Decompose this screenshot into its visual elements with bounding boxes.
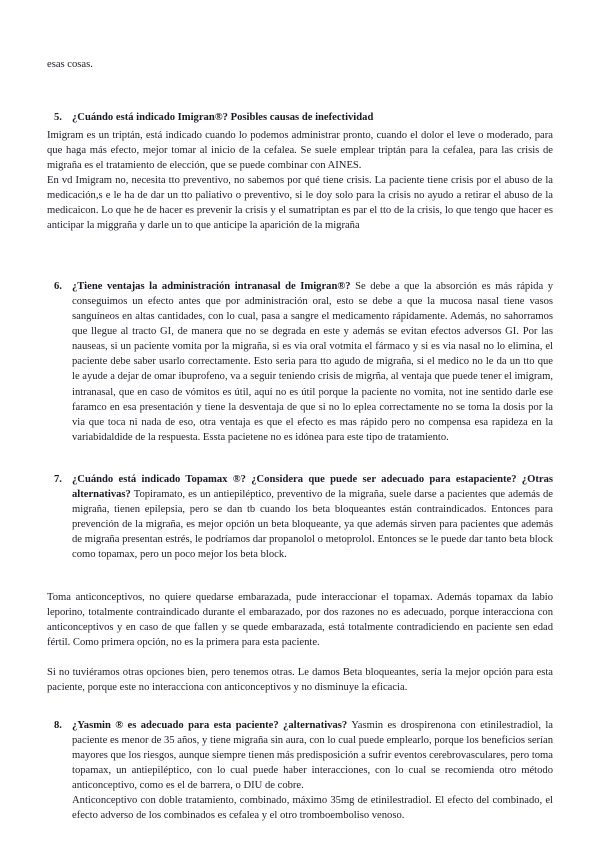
question-5-number: 5. [54,112,62,124]
question-7-section [47,472,553,695]
question-7-number: 7. [54,473,62,485]
question-8-section [47,718,553,823]
question-6-answer: Se debe a que la absorción es más rápida y conseguimos un efecto antes que por administración oral, esto se debe a que la mucosa nasal tiene vasos sanguíneos en altas cantidades, con lo cual, pasa a sangre el medicamento rápidamente. Además, no sahorramos que llegue al tracto GI, de manera que no se degrada en este y además se evitan efectos adversos GI. Por las nauseas, si un paciente vomita por la migraña, si es via oral votmita el fármaco y si es via nasal no lo elimina, el paciente debe saber usarlo correctamente. Esto seria para tto agudo de migraña, si el medico no le da un tto que le ayude a dejar de omar ibuprofeno, va a seguir teniendo crisis de migrña, al ventaja que puede tener el imigram, intranasal, que en caso de vómitos es útil, aquí no es útil porque la paciente no vomita, not ine sentido darle ese faramco en esa presentación y tiene la desventaja de que si no lo eplea correctamente no se toma la dosis por la via que toca ni nada de eso, otra ventaja es que el efecto es mas rápido pero no compensa esa rapideza en la variabidaldide de la respuesta. Essta pacietene no es idónea para este tipo de tratamiento. [72,281,553,443]
question-6-title: ¿Tiene ventajas la administración intranasal de Imigran®? [72,281,351,293]
question-7-paragraph-1: Toma anticonceptivos, no quiere quedarse embarazada, pude interaccionar el topamax. Además topamax da labio leporino, totalmente contraindicado durante el embarazado, por dos razones no es adecuado, porque interacciona con anticonceptivos y en caso de que fallen y se quede embarazada, está totalmente contradiciendo en paciente sen edad fértil. Como primera opción, no es la primera para esta paciente. [47,591,553,648]
question-7-block [47,472,553,562]
question-6-block [47,279,553,444]
question-7-title: ¿Cuándo está indicado Topamax ®? ¿Considera que puede ser adecuado para estapaciente? ¿Otras alternativas? [72,473,553,500]
intro-text: esas cosas. [47,59,93,70]
question-7-paragraph-2: Si no tuviéramos otras opciones bien, pero tenemos otras. Le damos Beta bloqueantes, sería la mejor opción para esta paciente, porque este no interacciona con anticonceptivos y no disminuye la eficacia. [47,666,553,693]
question-6-number: 6. [54,281,62,293]
question-8-title: ¿Yasmin ® es adecuado para esta paciente? ¿alternativas? [72,720,348,731]
question-8-answer: Yasmin es drospirenona con etinilestradiol, la paciente es menor de 35 años, y tiene migraña sin aura, con lo cual puede emplearlo, porque los beneficios serían mayores que los riesgos, aunque siempre tienen más predisposición a sufrir eventos cerebrovasculares, pero toma topamax, un antiepiléptico, con lo cual puede haber interacciones, con lo cual se recomienda otro método anticonceptivo, como es el de barrera, o DIU de cobre. [72,720,553,792]
question-5-title: ¿Cuándo está indicado Imigran®? Posibles causas de inefectividad [72,112,374,124]
question-8-number: 8. [54,720,62,731]
question-6-section [47,279,553,444]
question-5-paragraph-1: Imigram es un triptán, está indicado cuando lo podemos administrar pronto, cuando el dolor el leve o moderado, para que haga más efecto, mejor tomar al inicio de la cefalea. Se suele emplear triptán para la cefalea, para las crisis de migraña es el tratamiento de elección, que se puede combinar con AINES. [47,130,553,172]
question-7-answer: Topiramato, es un antiepiléptico, preventivo de la migraña, suele darse a pacientes que además de migraña, tienen epilepsia, pero se dan tb cuando los beta bloqueantes están contraindicados. Entonces para prevención de la migraña, es mejor opción un beta bloqueante, ya que además sirven para pacientes que además de migraña presentan estrés, le podríamos dar propanolol o metoprolol. Entonces se le puede dar tanto beta block como topamax, pero un poco mejor los beta block. [72,488,553,560]
question-8-paragraph-1: Anticonceptivo con doble tratamiento, combinado, máximo 35mg de etinilestradiol. El efecto del combinado, el efecto adverso de los combinados es cefalea y el otro tromboemboliso venoso. [72,795,553,822]
question-8-block [47,718,553,793]
question-5-heading [47,110,553,125]
question-5-paragraph-2: En vd Imigram no, necesita tto preventivo, no sabemos por qué tiene crisis. La paciente tiene crisis por el abuso de la medicación,s e le ha de dar un tto paliativo o preventivo, si le doy solo para la crisis no ayudo a retirar el abuso de la medicaicon. Lo que he de hacer es prevenir la crisis y el sumatriptan es par el tto de la crisis, lo que tengo que hacer es anticipar la miggraña y darle un to que anticipe la aparición de la migraña [47,175,553,232]
question-5-section [47,110,553,233]
